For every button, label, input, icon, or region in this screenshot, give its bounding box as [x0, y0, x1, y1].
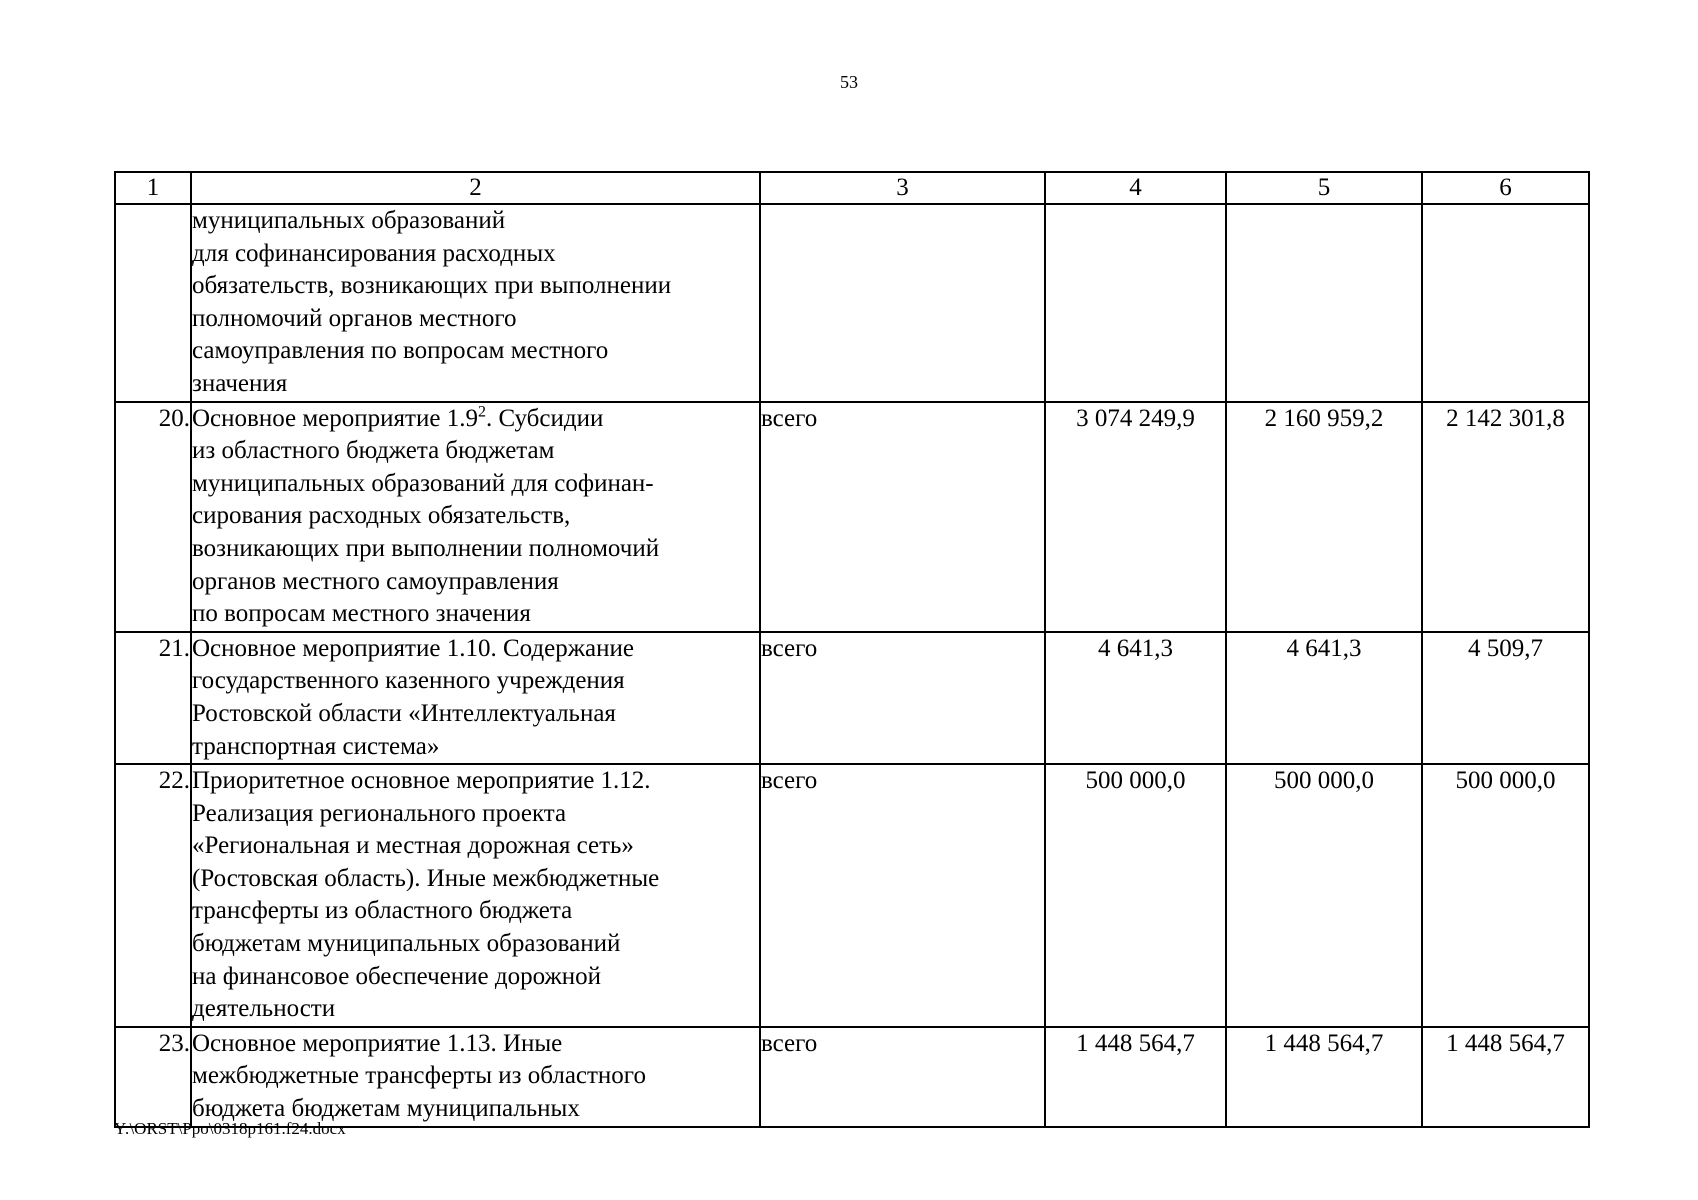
superscript: 2 [477, 403, 486, 421]
description-line: муниципальных образований [192, 207, 506, 234]
table-row [115, 1027, 1589, 1127]
funding-source: всего [760, 1027, 1045, 1127]
row-description [191, 764, 760, 1027]
description-line: (Ростовская область). Иные межбюджетные [192, 864, 660, 892]
description-line: муниципальных образований для софинан- [192, 469, 654, 497]
description-line: на финансовое обеспечение дорожной [192, 962, 601, 990]
column-header: 6 [1422, 172, 1589, 204]
value-col5: 4 641,3 [1226, 632, 1422, 764]
value-col4: 4 641,3 [1045, 632, 1226, 764]
column-header: 1 [115, 172, 191, 204]
value-col4: 1 448 564,7 [1045, 1027, 1226, 1127]
description-line: бюджетам муниципальных образований [192, 930, 621, 958]
description-line: трансферты из областного бюджета [192, 897, 573, 925]
row-number: 21. [115, 632, 191, 764]
table-row [115, 204, 1589, 402]
value-col4 [1045, 204, 1226, 402]
description-line: государственного казенного учреждения [192, 667, 625, 695]
table-row [115, 632, 1589, 764]
description-line: значения [192, 369, 288, 397]
description-line: деятельности [192, 995, 336, 1023]
funding-source: всего [760, 764, 1045, 1027]
row-description [191, 204, 760, 402]
value-col4: 3 074 249,9 [1045, 402, 1226, 632]
table-row [115, 402, 1589, 632]
description-line: «Региональная и местная дорожная сеть» [192, 832, 634, 860]
value-col5: 1 448 564,7 [1226, 1027, 1422, 1127]
row-number: 22. [115, 764, 191, 1027]
description-line: бюджета бюджетам муниципальных [192, 1095, 580, 1123]
description-prefix: Основное мероприятие 1.9 [192, 404, 478, 432]
column-header: 2 [191, 172, 760, 204]
description-line: полномочий органов местного [192, 304, 517, 332]
page-number: 53 [840, 72, 858, 92]
description-line: Основное мероприятие 1.10. Содержание [192, 634, 634, 662]
column-header: 4 [1045, 172, 1226, 204]
value-col6: 2 142 301,8 [1422, 402, 1589, 632]
value-col6: 500 000,0 [1422, 764, 1589, 1027]
funding-source: всего [760, 632, 1045, 764]
table-row [115, 764, 1589, 1027]
description-line: для софинансирования расходных [192, 239, 556, 267]
column-header: 5 [1226, 172, 1422, 204]
budget-table [114, 171, 1590, 1128]
value-col5: 2 160 959,2 [1226, 402, 1422, 632]
description-line: по вопросам местного значения [192, 600, 531, 628]
value-col6 [1422, 204, 1589, 402]
funding-source: всего [760, 402, 1045, 632]
value-col6: 4 509,7 [1422, 632, 1589, 764]
description-line [192, 403, 759, 436]
row-number: 20. [115, 402, 191, 632]
description-line: возникающих при выполнении полномочий [192, 534, 660, 562]
value-col5 [1226, 204, 1422, 402]
table-header-row [115, 172, 1589, 204]
description-line: Ростовской области «Интеллектуальная [192, 699, 616, 727]
description-line: транспортная система» [192, 732, 440, 760]
row-number [115, 204, 191, 402]
value-col6: 1 448 564,7 [1422, 1027, 1589, 1127]
file-path-footer: Y:\ORST\Ppo\0318p161.f24.docx [114, 1119, 346, 1138]
row-description [191, 402, 760, 632]
value-col4: 500 000,0 [1045, 764, 1226, 1027]
description-line: из областного бюджета бюджетам [192, 437, 555, 465]
funding-source [760, 204, 1045, 402]
description-line: самоуправления по вопросам местного [192, 337, 609, 365]
row-description [191, 632, 760, 764]
description-line: Основное мероприятие 1.13. Иные [192, 1029, 563, 1057]
description-line: Реализация регионального проекта [192, 799, 567, 827]
description-line: обязательств, возникающих при выполнении [192, 272, 672, 300]
description-line: сирования расходных обязательств, [192, 502, 571, 530]
description-line: Приоритетное основное мероприятие 1.12. [192, 767, 651, 795]
row-number: 23. [115, 1027, 191, 1127]
column-header: 3 [760, 172, 1045, 204]
description-suffix: . Субсидии [485, 404, 604, 432]
description-line: органов местного самоуправления [192, 567, 559, 595]
description-line: межбюджетные трансферты из областного [192, 1062, 646, 1090]
row-description [191, 1027, 760, 1127]
value-col5: 500 000,0 [1226, 764, 1422, 1027]
